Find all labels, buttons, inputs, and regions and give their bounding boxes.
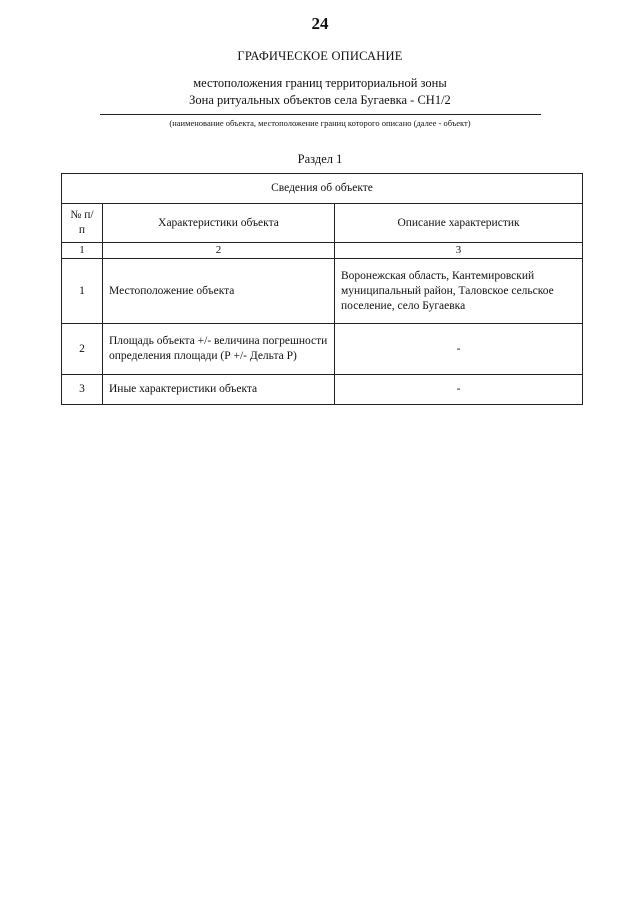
row-number: 2 — [62, 324, 103, 375]
row-characteristic: Иные характеристики объекта — [103, 375, 335, 405]
row-number: 1 — [62, 259, 103, 324]
table-row — [62, 259, 583, 324]
underline-rule — [100, 114, 541, 115]
table-header-row — [62, 204, 583, 243]
table-caption: Сведения об объекте — [62, 174, 583, 204]
index-cell: 3 — [335, 243, 583, 259]
row-description: Воронежская область, Кантемировский муниципальный район, Таловское сельское поселение, село Бугаевка — [335, 259, 583, 324]
row-characteristic: Местоположение объекта — [103, 259, 335, 324]
document-subtitle-line1: местоположения границ территориальной зоны — [193, 76, 447, 90]
row-characteristic: Площадь объекта +/- величина погрешности определения площади (Р +/- Дельта Р) — [103, 324, 335, 375]
header-description: Описание характеристик — [335, 204, 583, 243]
page-number: 24 — [311, 14, 329, 33]
row-description: - — [335, 375, 583, 405]
row-description: - — [335, 324, 583, 375]
table-row — [62, 375, 583, 405]
underline-note: (наименование объекта, местоположение границ которого описано (далее - объект) — [169, 118, 471, 128]
document-title: ГРАФИЧЕСКОЕ ОПИСАНИЕ — [237, 49, 403, 63]
index-cell: 1 — [62, 243, 103, 259]
index-cell: 2 — [103, 243, 335, 259]
table-row — [62, 324, 583, 375]
header-number: № п/п — [62, 204, 103, 243]
object-info-table — [61, 173, 583, 405]
table-index-row — [62, 243, 583, 259]
header-characteristic: Характеристики объекта — [103, 204, 335, 243]
section-label: Раздел 1 — [297, 152, 343, 166]
table-caption-row — [62, 174, 583, 204]
row-number: 3 — [62, 375, 103, 405]
document-subtitle-line2: Зона ритуальных объектов села Бугаевка - СН1/2 — [189, 93, 451, 107]
